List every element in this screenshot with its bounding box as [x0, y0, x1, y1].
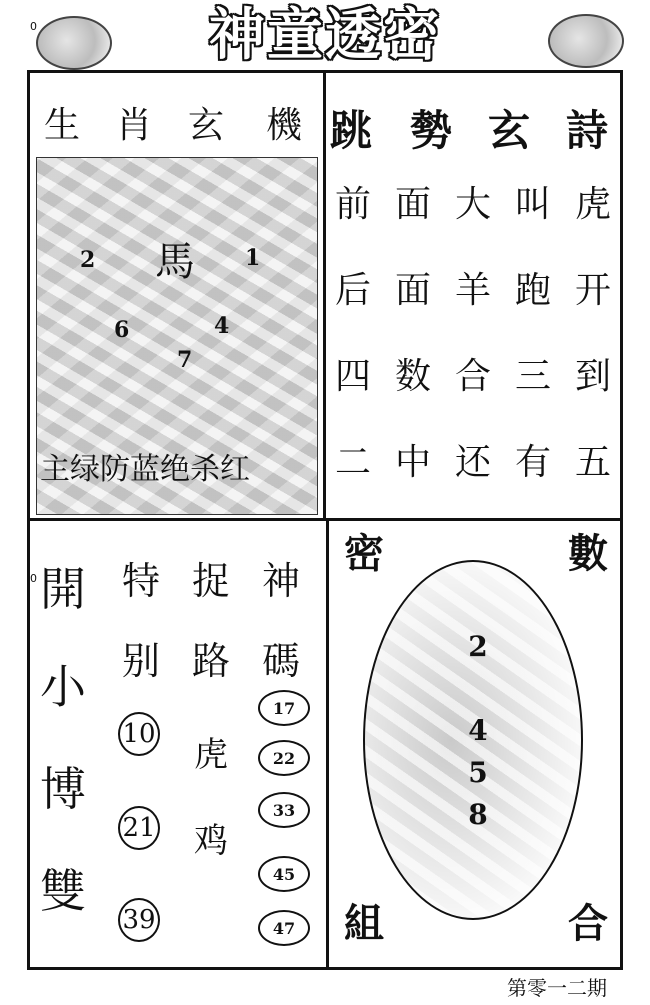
secret-corner-char: 密: [344, 531, 384, 577]
poem-char: 面: [394, 270, 431, 311]
secret-corner-char: 合: [568, 901, 608, 947]
zodiac-animal: 馬: [155, 239, 195, 285]
zodiac-number: 2: [80, 247, 96, 273]
secret-number: 8: [468, 798, 488, 831]
special-heading-char: 特: [122, 559, 161, 603]
special-number-badge: 10: [118, 712, 160, 756]
route-animal: 虎: [194, 735, 228, 775]
poem-char: 中: [394, 442, 431, 483]
zodiac-title-char: 生: [44, 105, 81, 146]
route-heading-char: 路: [192, 639, 231, 683]
divider-top-vertical: [323, 70, 326, 520]
secret-number: 5: [468, 756, 488, 789]
poem-char: 大: [454, 184, 491, 225]
poem-char: 还: [454, 442, 491, 483]
corner-mark: 0: [30, 20, 37, 33]
code-heading-char: 神: [262, 559, 301, 603]
god-code-badge: 47: [258, 910, 310, 946]
kai-char: 開: [40, 562, 86, 616]
secret-number: 2: [468, 630, 488, 663]
poem-char: 后: [334, 270, 371, 311]
divider-horizontal: [27, 518, 623, 521]
zodiac-title-char: 玄: [188, 105, 225, 146]
zodiac-number: 7: [177, 347, 193, 373]
issue-label: 第零一二期: [507, 976, 607, 1000]
poem-char: 五: [574, 442, 611, 483]
zodiac-title-char: 機: [266, 105, 303, 146]
poem-char: 跑: [514, 270, 551, 311]
poem-char: 数: [394, 356, 431, 397]
secret-corner-char: 組: [344, 901, 384, 947]
zodiac-number: 6: [114, 317, 130, 343]
poem-title-char: 跳: [330, 106, 373, 155]
poem-char: 虎: [574, 184, 611, 225]
corner-mark: 0: [30, 572, 37, 585]
poem-char: 前: [334, 184, 371, 225]
secret-number: 4: [468, 714, 488, 747]
page-title: 神童透密: [209, 3, 441, 68]
poem-char: 到: [574, 356, 611, 397]
poem-char: 叫: [514, 184, 551, 225]
god-code-badge: 33: [258, 792, 310, 828]
zodiac-title-char: 肖: [116, 105, 153, 146]
secret-corner-char: 數: [568, 531, 608, 577]
god-code-badge: 17: [258, 690, 310, 726]
route-heading-char: 捉: [192, 559, 231, 603]
special-number-badge: 21: [118, 806, 160, 850]
poem-char: 合: [454, 356, 491, 397]
poem-char: 开: [574, 270, 611, 311]
poem-char: 羊: [454, 270, 491, 311]
zodiac-panel-title: [36, 106, 318, 148]
code-heading-char: 碼: [262, 639, 301, 683]
route-animal: 鸡: [194, 821, 228, 861]
zodiac-number: 4: [214, 313, 230, 339]
poem-panel-title: [330, 108, 620, 156]
divider-bottom-vertical: [326, 518, 329, 970]
zodiac-motto: 主绿防蓝绝杀红: [40, 452, 250, 487]
special-number-badge: 39: [118, 898, 160, 942]
god-code-badge: 45: [258, 856, 310, 892]
poem-char: 面: [394, 184, 431, 225]
poem-title-char: 玄: [488, 106, 531, 155]
god-code-badge: 22: [258, 740, 310, 776]
zodiac-number: 1: [245, 245, 261, 271]
kai-char: 博: [40, 762, 86, 816]
kai-char: 雙: [40, 864, 86, 918]
poem-title-char: 勢: [410, 106, 453, 155]
poem-char: 有: [514, 442, 551, 483]
poem-char: 四: [334, 356, 371, 397]
kai-char: 小: [40, 660, 86, 714]
poem-char: 二: [334, 442, 371, 483]
poem-char: 三: [514, 356, 551, 397]
special-heading-char: 别: [122, 639, 161, 683]
poem-title-char: 詩: [566, 106, 609, 155]
